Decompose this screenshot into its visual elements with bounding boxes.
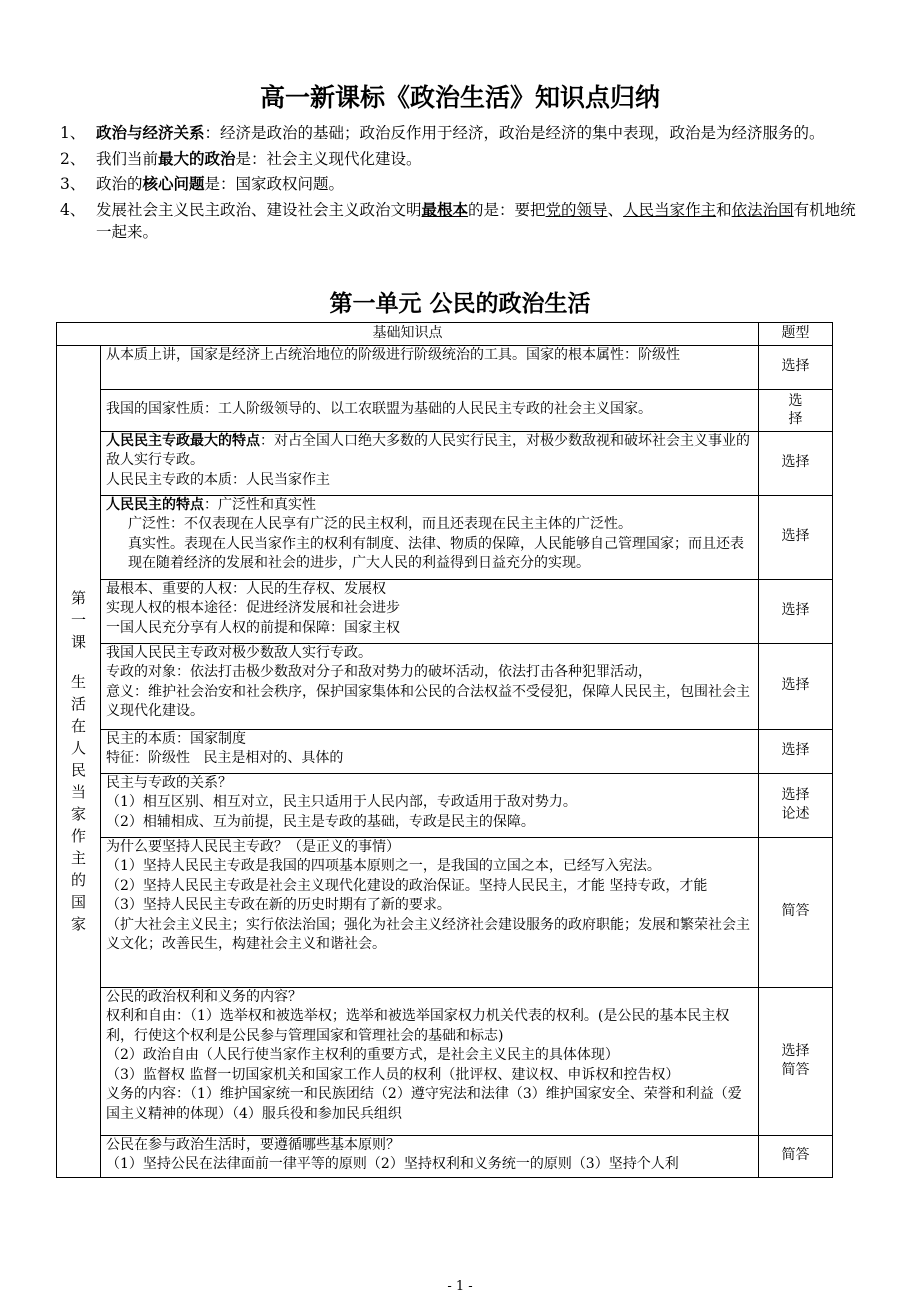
line: 一国人民充分享有人权的前提和保障：国家主权: [106, 619, 400, 636]
line: 公民在参与政治生活时，要遵循哪些基本原则？: [106, 1136, 400, 1153]
knowledge-cell: [101, 579, 759, 643]
line: 公民的政治权利和义务的内容？: [106, 988, 302, 1005]
type-cell: 选择: [759, 643, 833, 729]
bold-term: 最大的政治: [158, 148, 236, 168]
line: （1）相互区别、相互对立，民主只适用于人民内部，专政适用于敌对势力。: [106, 794, 577, 810]
line: [106, 432, 753, 471]
line: （2）相辅相成、互为前提，民主是专政的基础，专政是民主的保障。: [106, 813, 535, 830]
line: 我国的国家性质：工人阶级领导的、以工农联盟为基础的人民民主专政的社会主义国家。: [106, 401, 652, 418]
line: 特征：阶级性 民主是相对的、具体的: [106, 750, 344, 766]
intro-list: [60, 122, 860, 247]
type-cell: 选择: [759, 431, 833, 495]
table-row: [57, 431, 833, 495]
knowledge-cell: [101, 729, 759, 773]
underlined-term: 党的领导: [545, 200, 608, 219]
bold-term: 政治与经济关系: [96, 123, 205, 142]
intro-item: [60, 122, 860, 145]
line: 从本质上讲，国家是经济上占统治地位的阶级进行阶级统治的工具。国家的根本属性：阶级性: [106, 346, 680, 363]
line: （2）政治自由（人民行使当家作主权利的重要方式，是社会主义民主的具体体现）: [106, 1047, 619, 1063]
knowledge-cell: [101, 987, 759, 1135]
item-number: 4、: [60, 200, 86, 219]
knowledge-cell: [101, 495, 759, 579]
lesson-char: 第: [70, 589, 86, 607]
bold-term: 人民民主专政最大的特点: [106, 432, 260, 449]
type-text: 选择 简答: [781, 1042, 810, 1078]
line: （3）监督权 监督一切国家机关和国家工作人员的权利（批评权、建议权、申诉权和控告权）: [106, 1066, 680, 1083]
table-row: [57, 1135, 833, 1177]
line-text: ：广泛性和真实性: [204, 496, 316, 513]
line: 专政的对象：依法打击极少数敌对分子和敌对势力的破坏活动，依法打击各种犯罪活动，: [106, 664, 652, 680]
item-number: 3、: [60, 175, 86, 193]
line: 权利和自由：（1）选举权和被选举权；选举和被选举国家权力机关代表的权利。(是公民的基本民主权利，行使这个权利是公民参与管理国家和管理社会的基础和标志): [106, 1008, 730, 1044]
lesson-char: 家: [70, 915, 86, 933]
knowledge-table: [56, 322, 833, 1178]
item-text: 和: [716, 200, 732, 219]
line: 人民民主专政的本质：人民当家作主: [106, 471, 330, 488]
line: 意义：维护社会治安和社会秩序，保护国家集体和公民的合法权益不受侵犯，保障人民民主，包围社会主义现代化建设。: [106, 683, 750, 719]
type-cell: [759, 987, 833, 1135]
item-text: 发展社会主义民主政治、建设社会主义政治文明: [96, 200, 422, 219]
item-text: 是：社会主义现代化建设。: [235, 149, 422, 168]
table-row: [57, 345, 833, 389]
lesson-char: 作: [70, 827, 86, 845]
intro-item: [60, 199, 860, 244]
line: 我国人民民主专政对极少数敌人实行专政。: [106, 644, 372, 661]
page-number: - 1 -: [447, 1279, 473, 1294]
line: （扩大社会主义民主；实行依法治国；强化为社会主义经济社会建设服务的政府职能；发展和繁荣社会主义文化；改善民生，构建社会主义和谐社会。: [106, 916, 750, 952]
bold-term: 最根本: [421, 199, 469, 219]
knowledge-cell: [101, 837, 759, 987]
bold-term: 核心问题: [142, 174, 205, 193]
item-text: 、: [607, 200, 624, 219]
item-text: 是：国家政权问题。: [204, 175, 345, 193]
type-cell: 选择: [759, 579, 833, 643]
lesson-char: 活: [70, 695, 86, 713]
table-row: [57, 729, 833, 773]
knowledge-cell: [101, 431, 759, 495]
table-row: [57, 389, 833, 431]
lesson-char: 家: [70, 805, 86, 823]
item-number: 2、: [60, 149, 86, 168]
unit-title: 第一单元 公民的政治生活: [329, 291, 591, 317]
line-text: ：对占全国人口绝大多数的人民实行民主，对极少数敌视和破坏社会主义事业的敌人实行专政。: [106, 432, 750, 468]
line: 实现人权的根本途径：促进经济发展和社会进步: [106, 600, 400, 616]
item-text: 政治的: [96, 175, 143, 193]
bold-term: 人民民主的特点: [106, 496, 204, 513]
item-number: 1、: [60, 124, 86, 142]
type-cell: [759, 389, 833, 431]
line: 最根本、重要的人权：人民的生存权、发展权: [106, 580, 386, 597]
line: 真实性。表现在人民当家作主的权利有制度、法律、物质的保障，人民能够自己管理国家；而且还表现在随着经济的发展和社会的进步，广大人民的利益得到日益充分的实现。: [128, 535, 744, 571]
lesson-char: 民: [70, 761, 86, 779]
lesson-char: 国: [70, 893, 86, 911]
knowledge-cell: [101, 773, 759, 837]
lesson-char: 人: [70, 739, 86, 757]
header-type: 题型: [759, 323, 833, 346]
line: （1）坚持人民民主专政是我国的四项基本原则之一，是我国的立国之本，已经写入宪法。: [106, 858, 661, 874]
type-cell: 选择: [759, 345, 833, 389]
item-text: ：经济是政治的基础；政治反作用于经济，政治是经济的集中表现，政治是为经济服务的。: [204, 124, 825, 142]
underlined-term: 人民当家作主: [623, 200, 717, 219]
lesson-label: [57, 345, 101, 1177]
table-row: [57, 773, 833, 837]
lesson-char: 主: [70, 849, 86, 867]
type-cell: 选择: [759, 495, 833, 579]
lesson-char: 生: [70, 673, 86, 691]
header-knowledge: 基础知识点: [57, 323, 759, 346]
item-text: 的是：要把: [468, 200, 546, 219]
line: 民主的本质：国家制度: [106, 730, 246, 747]
table-row: [57, 987, 833, 1135]
type-cell: 简答: [759, 837, 833, 987]
knowledge-cell: [101, 345, 759, 389]
table-row: [57, 837, 833, 987]
line: 义务的内容：（1）维护国家统一和民族团结（2）遵守宪法和法律（3）维护国家安全、荣誉和利益（爱国主义精神的体现）（4）服兵役和参加民兵组织: [106, 1086, 742, 1122]
type-cell: 选择: [759, 729, 833, 773]
intro-item: [60, 173, 860, 196]
line: （1）坚持公民在法律面前一律平等的原则（2）坚持权利和义务统一的原则（3）坚持个人利: [106, 1156, 679, 1172]
table-row: [57, 495, 833, 579]
type-text: 选择 论述: [781, 786, 810, 822]
underlined-term: 依法治国: [731, 200, 794, 219]
table-row: [57, 643, 833, 729]
knowledge-cell: [101, 643, 759, 729]
line: （3）坚持人民民主专政在新的历史时期有了新的要求。: [106, 897, 451, 913]
type-cell: [759, 773, 833, 837]
intro-item: [60, 148, 860, 171]
page-title: 高一新课标《政治生活》知识点归纳: [259, 83, 660, 112]
line: [106, 496, 753, 516]
type-text: 选 择: [788, 393, 803, 427]
lesson-char: 在: [70, 717, 86, 735]
lesson-char: 一: [70, 611, 86, 629]
type-cell: 简答: [759, 1135, 833, 1177]
lesson-char: 当: [70, 783, 86, 801]
line: 为什么要坚持人民民主专政？（是正义的事情）: [106, 838, 400, 855]
knowledge-cell: [101, 1135, 759, 1177]
line: （2）坚持人民民主专政是社会主义现代化建设的政治保证。坚持人民民主，才能 坚持专政，才能: [106, 877, 708, 894]
knowledge-cell: [101, 389, 759, 431]
lesson-text: [57, 587, 100, 935]
table-header-row: [57, 323, 833, 346]
item-text: 有机地统一起来。: [96, 200, 856, 241]
line: 民主与专政的关系？: [106, 774, 232, 791]
lesson-char: 的: [70, 871, 86, 889]
item-text: 我们当前: [96, 149, 159, 168]
table-row: [57, 579, 833, 643]
line: 广泛性：不仅表现在人民享有广泛的民主权利，而且还表现在民主主体的广泛性。: [128, 516, 632, 532]
lesson-char: 课: [70, 633, 86, 651]
